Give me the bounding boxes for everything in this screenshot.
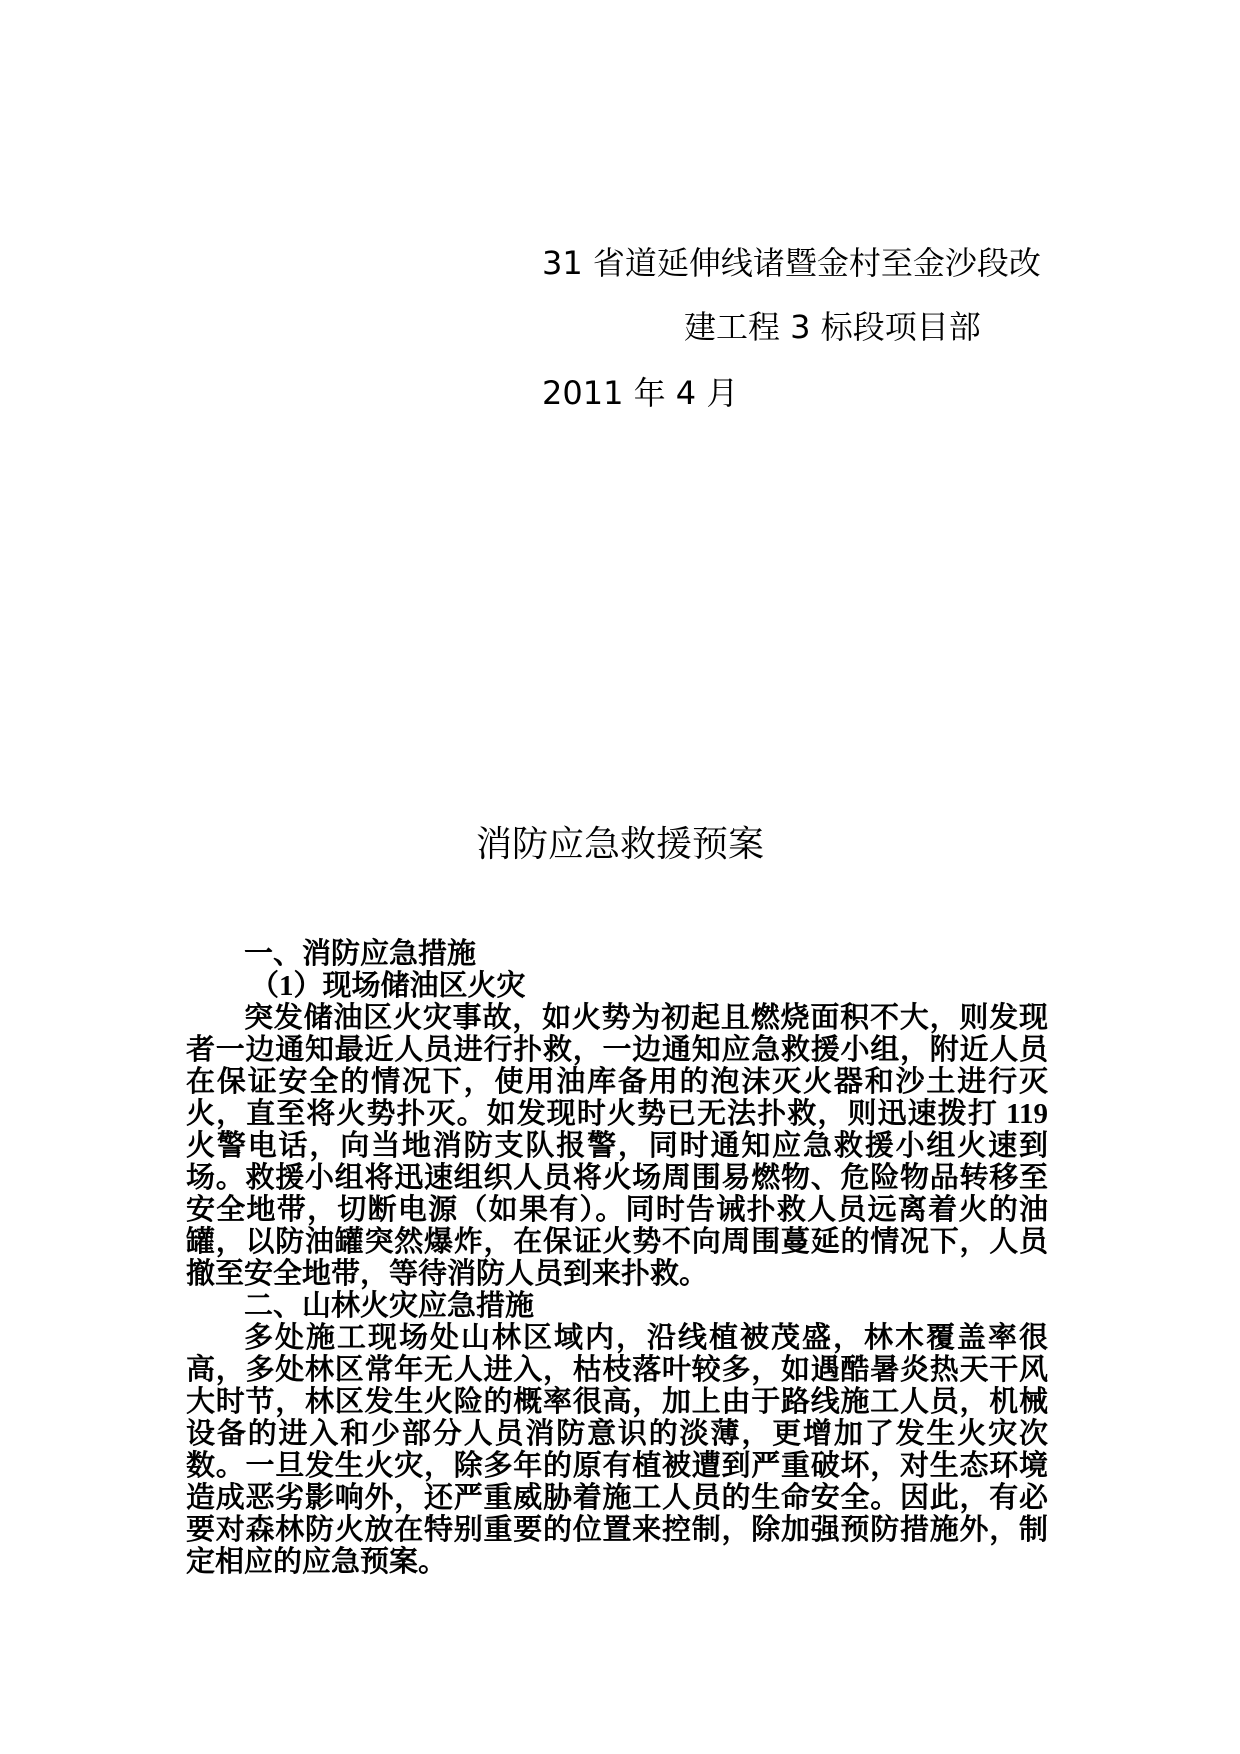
section-heading-fire-emergency: 一、消防应急措施 (244, 938, 477, 970)
document-date: 2011 年 4 月 (542, 374, 739, 412)
org-name-line-2: 建工程 3 标段项目部 (684, 308, 981, 346)
document-title: 消防应急救援预案 (475, 824, 764, 865)
org-name-line-1: 31 省道延伸线诸暨金村至金沙段改 (542, 244, 1041, 282)
section-heading-forest-fire: 二、山林火灾应急措施 (244, 1290, 535, 1322)
subsection-heading-oil-storage-fire: （1）现场储油区火灾 (250, 970, 526, 1002)
paragraph-forest-fire: 多处施工现场处山林区域内，沿线植被茂盛，林木覆盖率很高，多处林区常年无人进入，枯枝落叶较多，如遇酷暑炎热天干风大时节，林区发生火险的概率很高，加上由于路线施工人员，机械设备的进入和少部分人员消防意识的淡薄，更增加了发生火灾次数。一旦发生火灾，除多年的原有植被遭到严重破坏，对生态环境造成恶劣影响外，还严重威胁着施工人员的生命安全。因此，有必要对森林防火放在特别重要的位置来控制，除加强预防措施外，制定相应的应急预案。 (186, 1322, 1048, 1578)
paragraph-oil-storage-fire: 突发储油区火灾事故，如火势为初起且燃烧面积不大，则发现者一边通知最近人员进行扑救，一边通知应急救援小组，附近人员在保证安全的情况下，使用油库备用的泡沫灭火器和沙土进行灭火，直至将火势扑灭。如发现时火势已无法扑救，则迅速拨打 119 火警电话，向当地消防支队报警，同时通知应急救援小组火速到场。救援小组将迅速组织人员将火场周围易燃物、危险物品转移至安全地带，切断电源（如果有）。同时告诫扑救人员远离着火的油罐，以防油罐突然爆炸，在保证火势不向周围蔓延的情况下，人员撤至安全地带，等待消防人员到来扑救。 (186, 1002, 1048, 1290)
